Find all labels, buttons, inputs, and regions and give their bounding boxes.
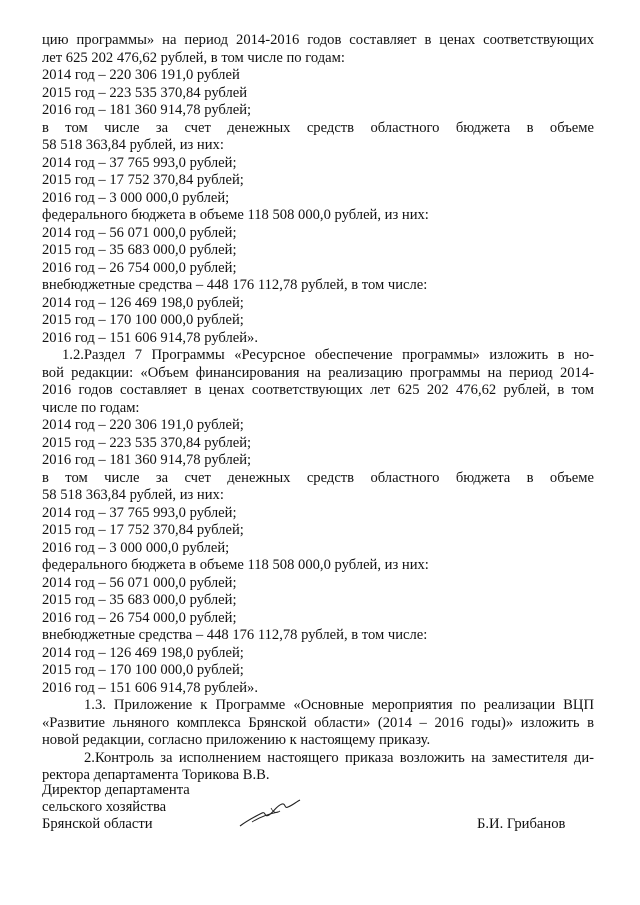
signatory-position-line-3: Брянской области: [42, 816, 153, 832]
text-line: 2015 год – 170 100 000,0 рублей;: [42, 662, 244, 678]
text-line: 2015 год – 223 535 370,84 рублей: [42, 84, 248, 101]
text-line: 2016 год – 3 000 000,0 рублей;: [42, 189, 230, 206]
text-line: числе по годам:: [42, 399, 140, 416]
text-line: 2016 год – 26 754 000,0 рублей;: [42, 259, 237, 276]
text-line: в том числе за счет денежных средств областного бюджета в объеме: [42, 469, 594, 486]
text-line: 2014 год – 126 469 198,0 рублей;: [42, 644, 244, 661]
text-line: 2015 год – 17 752 370,84 рублей;: [42, 172, 244, 188]
text-line: 2016 год – 151 606 914,78 рублей».: [42, 329, 258, 346]
text-line: 2016 год – 181 360 914,78 рублей;: [42, 452, 252, 468]
text-line: 2014 год – 37 765 993,0 рублей;: [42, 504, 237, 521]
text-line: 58 518 363,84 рублей, из них:: [42, 137, 224, 153]
text-line: ректора департамента Торикова В.В.: [42, 767, 270, 783]
text-line: 2016 годов составляет в ценах соответствующих лет 625 202 476,62 рублей, в том: [42, 382, 594, 398]
text-line: внебюджетные средства – 448 176 112,78 рублей, в том числе:: [42, 277, 428, 293]
text-line: вой редакции: «Объем финансирования на реализацию программы на период 2014-: [42, 364, 594, 381]
text-line: 2014 год – 56 071 000,0 рублей;: [42, 574, 237, 591]
text-line: 2014 год – 37 765 993,0 рублей;: [42, 154, 237, 171]
text-line: новой редакции, согласно приложению к настоящему приказу.: [42, 732, 431, 748]
text-line: 2016 год – 181 360 914,78 рублей;: [42, 102, 252, 118]
text-line: 2015 год – 223 535 370,84 рублей;: [42, 434, 252, 451]
text-line: 1.2.Раздел 7 Программы «Ресурсное обеспечение программы» изложить в но-: [62, 347, 594, 363]
text-line: 2014 год – 220 306 191,0 рублей;: [42, 417, 244, 433]
signatory-position-line-1: Директор департамента: [42, 782, 190, 798]
text-line: 2014 год – 220 306 191,0 рублей: [42, 67, 240, 83]
text-line: «Развитие льняного комплекса Брянской области» (2014 – 2016 годы)» изложить в: [42, 714, 594, 731]
signatory-position-line-2: сельского хозяйства: [42, 799, 167, 815]
handwritten-signature: [238, 796, 302, 830]
text-line: 2016 год – 26 754 000,0 рублей;: [42, 609, 237, 626]
text-line: внебюджетные средства – 448 176 112,78 рублей, в том числе:: [42, 627, 428, 643]
text-line: 2.Контроль за исполнением настоящего приказа возложить на заместителя ди-: [84, 749, 594, 766]
text-line: 2016 год – 151 606 914,78 рублей».: [42, 679, 258, 696]
signatory-name: Б.И. Грибанов: [477, 816, 566, 832]
text-line: 2015 год – 35 683 000,0 рублей;: [42, 592, 237, 608]
text-line: федерального бюджета в объеме 118 508 000,0 рублей, из них:: [42, 557, 429, 573]
text-line: 58 518 363,84 рублей, из них:: [42, 487, 224, 503]
text-line: 1.3. Приложение к Программе «Основные мероприятия по реализации ВЦП: [84, 697, 594, 713]
text-line: лет 625 202 476,62 рублей, в том числе по годам:: [42, 49, 345, 66]
text-line: 2016 год – 3 000 000,0 рублей;: [42, 539, 230, 556]
text-line: 2014 год – 56 071 000,0 рублей;: [42, 224, 237, 241]
text-line: 2015 год – 170 100 000,0 рублей;: [42, 312, 244, 328]
text-line: федерального бюджета в объеме 118 508 000,0 рублей, из них:: [42, 207, 429, 223]
text-line: 2015 год – 35 683 000,0 рублей;: [42, 242, 237, 258]
text-line: 2014 год – 126 469 198,0 рублей;: [42, 294, 244, 311]
text-line: 2015 год – 17 752 370,84 рублей;: [42, 522, 244, 538]
text-line: в том числе за счет денежных средств областного бюджета в объеме: [42, 119, 594, 136]
text-line: цию программы» на период 2014-2016 годов составляет в ценах соответствующих: [42, 32, 594, 48]
